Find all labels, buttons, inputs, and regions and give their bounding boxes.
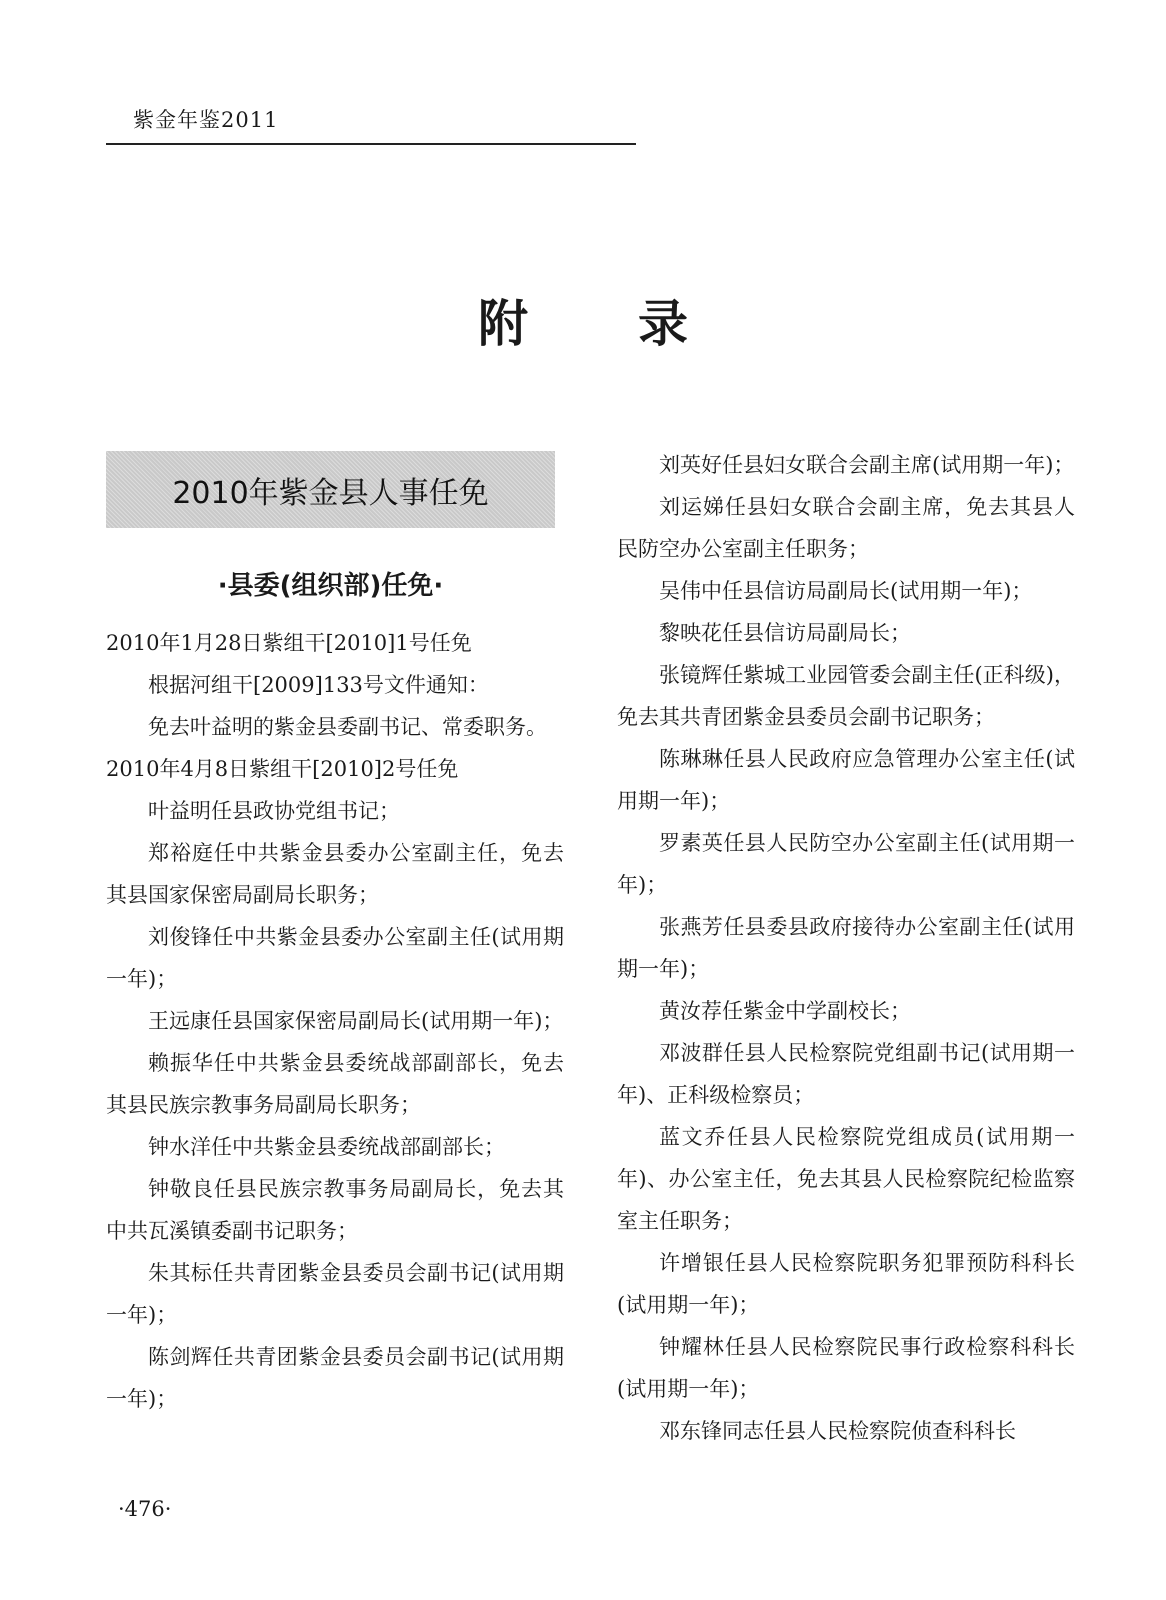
appendix-title: [0, 284, 1166, 356]
paragraph: 陈琳琳任县人民政府应急管理办公室主任(试用期一年)；: [617, 747, 1075, 813]
header-rule: [106, 143, 636, 145]
subsection-title: ·县委(组织部)任免·: [217, 571, 444, 601]
paragraph: 刘英好任县妇女联合会副主席(试用期一年)；: [659, 453, 1075, 477]
paragraph: 陈剑辉任共青团紫金县委员会副书记(试用期一年)；: [106, 1345, 564, 1411]
paragraph: 黎映花任县信访局副局长；: [659, 621, 911, 645]
paragraph: 王远康任县国家保密局副局长(试用期一年)；: [148, 1009, 564, 1033]
document-reference: 2010年1月28日紫组干[2010]1号任免: [106, 631, 472, 655]
appendix-title-char-2: 录: [638, 295, 688, 353]
paragraph: 钟敬良任县民族宗教事务局副局长，免去其中共瓦溪镇委副书记职务；: [106, 1177, 564, 1243]
paragraph: 黄汝荐任紫金中学副校长；: [659, 999, 911, 1023]
paragraph: 赖振华任中共紫金县委统战部副部长，免去其县民族宗教事务局副局长职务；: [106, 1051, 564, 1117]
paragraph: 蓝文乔任县人民检察院党组成员(试用期一年)、办公室主任，免去其县人民检察院纪检监察室主任职务；: [617, 1125, 1075, 1233]
paragraph: 钟耀林任县人民检察院民事行政检察科科长(试用期一年)；: [617, 1335, 1075, 1401]
right-column: [617, 444, 1075, 1452]
paragraph: 许增银任县人民检察院职务犯罪预防科科长(试用期一年)；: [617, 1251, 1075, 1317]
paragraph: 邓东锋同志任县人民检察院侦查科科长: [659, 1419, 1016, 1443]
paragraph: 吴伟中任县信访局副局长(试用期一年)；: [659, 579, 1033, 603]
paragraph: 免去叶益明的紫金县委副书记、常委职务。: [148, 715, 547, 739]
paragraph: 张镜辉任紫城工业园管委会副主任(正科级)，免去其共青团紫金县委员会副书记职务；: [617, 663, 1075, 729]
paragraph: 郑裕庭任中共紫金县委办公室副主任，免去其县国家保密局副局长职务；: [106, 841, 564, 907]
paragraph: 张燕芳任县委县政府接待办公室副主任(试用期一年)；: [617, 915, 1075, 981]
running-header: 紫金年鉴2011: [133, 108, 279, 132]
paragraph: 刘俊锋任中共紫金县委办公室副主任(试用期一年)；: [106, 925, 564, 991]
paragraph: 罗素英任县人民防空办公室副主任(试用期一年)；: [617, 831, 1075, 897]
document-reference: 2010年4月8日紫组干[2010]2号任免: [106, 757, 459, 781]
left-column: [106, 622, 564, 1420]
paragraph: 叶益明任县政协党组书记；: [148, 799, 400, 823]
section-title: 2010年紫金县人事任免: [172, 475, 489, 511]
section-banner: [106, 451, 555, 528]
paragraph: 刘运娣任县妇女联合会副主席，免去其县人民防空办公室副主任职务；: [617, 495, 1075, 561]
paragraph: 根据河组干[2009]133号文件通知：: [148, 673, 489, 697]
paragraph: 邓波群任县人民检察院党组副书记(试用期一年)、正科级检察员；: [617, 1041, 1075, 1107]
page-number: ·476·: [118, 1497, 172, 1521]
paragraph: 朱其标任共青团紫金县委员会副书记(试用期一年)；: [106, 1261, 564, 1327]
paragraph: 钟水洋任中共紫金县委统战部副部长；: [148, 1135, 505, 1159]
appendix-title-char-1: 附: [478, 295, 528, 353]
